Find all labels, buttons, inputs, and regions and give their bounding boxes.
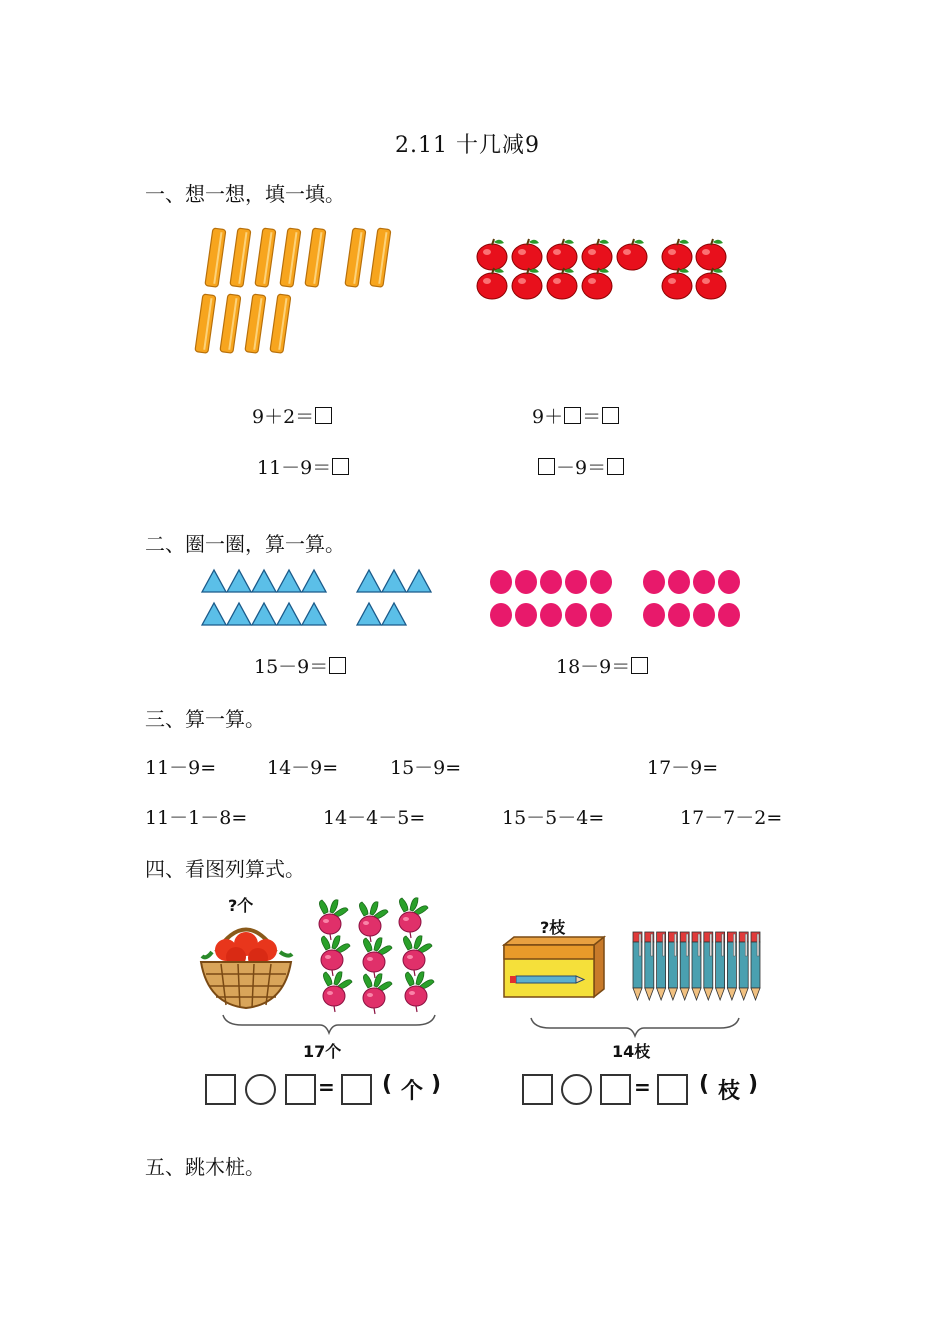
section5-heading: 五、跳木桩。 bbox=[145, 1155, 265, 1179]
stick bbox=[280, 228, 301, 287]
pen bbox=[657, 932, 666, 1000]
pen bbox=[645, 932, 654, 1000]
s3-problem: 14－4－5= bbox=[323, 807, 426, 829]
apple bbox=[696, 268, 726, 299]
s1-left-eq1: 9＋2＝ bbox=[252, 402, 333, 429]
triangle bbox=[227, 570, 251, 592]
answer-box[interactable] bbox=[607, 458, 624, 475]
answer-box[interactable] bbox=[285, 1074, 316, 1105]
pen bbox=[704, 932, 713, 1000]
stick bbox=[305, 228, 326, 287]
radishes-illustration bbox=[312, 902, 442, 1017]
section2-heading: 二、圈一圈，算一算。 bbox=[145, 532, 345, 556]
basket-illustration bbox=[196, 912, 296, 1012]
dot bbox=[643, 603, 665, 627]
radish bbox=[399, 898, 428, 938]
apple bbox=[662, 239, 692, 270]
triangles-illustration bbox=[200, 568, 440, 633]
unit-label: 个 bbox=[401, 1079, 424, 1104]
section3-heading: 三、算一算。 bbox=[145, 707, 265, 731]
left-total-brace bbox=[222, 1013, 437, 1038]
apple bbox=[477, 239, 507, 270]
apple bbox=[547, 239, 577, 270]
dot bbox=[718, 603, 740, 627]
dots-illustration bbox=[488, 567, 748, 632]
dot bbox=[540, 603, 562, 627]
pen bbox=[716, 932, 725, 1000]
page-title: 2.11 十几减9 bbox=[395, 133, 540, 158]
triangle bbox=[357, 570, 381, 592]
dot bbox=[668, 603, 690, 627]
pen bbox=[751, 932, 760, 1000]
stick bbox=[230, 228, 251, 287]
dot bbox=[540, 570, 562, 594]
dot bbox=[515, 603, 537, 627]
apples-illustration bbox=[470, 230, 740, 310]
radish bbox=[323, 972, 352, 1012]
triangle bbox=[302, 603, 326, 625]
answer-box[interactable] bbox=[657, 1074, 688, 1105]
paren-open: ( bbox=[382, 1072, 393, 1097]
s3-problem: 17－7－2= bbox=[680, 807, 783, 829]
answer-box[interactable] bbox=[600, 1074, 631, 1105]
operator-circle[interactable] bbox=[561, 1074, 592, 1105]
s3-problem: 15－5－4= bbox=[502, 807, 605, 829]
s2-right-eq: 18－9＝ bbox=[556, 652, 649, 679]
apple bbox=[582, 239, 612, 270]
dot bbox=[643, 570, 665, 594]
answer-box[interactable] bbox=[205, 1074, 236, 1105]
stick bbox=[370, 228, 391, 287]
question-label: ?枝 bbox=[540, 918, 566, 937]
operator-circle[interactable] bbox=[245, 1074, 276, 1105]
triangle bbox=[357, 603, 381, 625]
pen bbox=[668, 932, 677, 1000]
s3-problem: 17－9= bbox=[647, 757, 719, 779]
radish bbox=[405, 972, 434, 1012]
apple bbox=[617, 239, 647, 270]
triangle bbox=[382, 603, 406, 625]
dot bbox=[693, 603, 715, 627]
apple bbox=[696, 239, 726, 270]
dot bbox=[668, 570, 690, 594]
stick bbox=[245, 294, 266, 353]
answer-box[interactable] bbox=[564, 407, 581, 424]
dot bbox=[490, 570, 512, 594]
s1-right-eq1: 9＋ ＝ bbox=[532, 402, 620, 429]
pens-illustration bbox=[630, 928, 765, 1008]
triangle bbox=[407, 570, 431, 592]
pen bbox=[633, 932, 642, 1000]
pen bbox=[739, 932, 748, 1000]
stick bbox=[270, 294, 291, 353]
stick bbox=[255, 228, 276, 287]
pencil-box-illustration bbox=[500, 935, 610, 1005]
right-total-brace bbox=[530, 1016, 740, 1041]
apple bbox=[547, 268, 577, 299]
answer-box[interactable] bbox=[631, 657, 648, 674]
triangle bbox=[382, 570, 406, 592]
apple bbox=[477, 268, 507, 299]
apple bbox=[512, 268, 542, 299]
apple bbox=[512, 239, 542, 270]
radish bbox=[403, 936, 432, 976]
dot bbox=[565, 603, 587, 627]
total-label: 14枝 bbox=[612, 1042, 651, 1061]
radish bbox=[321, 936, 350, 976]
equals-sign: = bbox=[318, 1075, 335, 1099]
sticks-illustration bbox=[195, 222, 415, 362]
section4-heading: 四、看图列算式。 bbox=[145, 857, 305, 881]
dot bbox=[718, 570, 740, 594]
dot bbox=[490, 603, 512, 627]
radish bbox=[363, 938, 392, 978]
dot bbox=[590, 603, 612, 627]
stick bbox=[345, 228, 366, 287]
question-label: ?个 bbox=[228, 896, 254, 915]
stick bbox=[220, 294, 241, 353]
answer-box[interactable] bbox=[315, 407, 332, 424]
answer-box[interactable] bbox=[602, 407, 619, 424]
answer-box[interactable] bbox=[329, 657, 346, 674]
triangle bbox=[252, 570, 276, 592]
triangle bbox=[277, 570, 301, 592]
answer-box[interactable] bbox=[341, 1074, 372, 1105]
paren-close: ) bbox=[431, 1072, 442, 1097]
triangle bbox=[227, 603, 251, 625]
triangle bbox=[277, 603, 301, 625]
paren-open: ( bbox=[699, 1072, 710, 1097]
stick bbox=[205, 228, 226, 287]
triangle bbox=[202, 603, 226, 625]
triangle bbox=[302, 570, 326, 592]
pen bbox=[680, 932, 689, 1000]
apple bbox=[582, 268, 612, 299]
dot bbox=[590, 570, 612, 594]
triangle bbox=[252, 603, 276, 625]
s3-problem: 15－9= bbox=[390, 757, 462, 779]
dot bbox=[565, 570, 587, 594]
radish bbox=[319, 900, 348, 940]
s3-problem: 11－1－8= bbox=[145, 807, 248, 829]
answer-box[interactable] bbox=[538, 458, 555, 475]
s3-problem: 11－9= bbox=[145, 757, 217, 779]
s3-problem: 14－9= bbox=[267, 757, 339, 779]
pen bbox=[727, 932, 736, 1000]
dot bbox=[693, 570, 715, 594]
answer-box[interactable] bbox=[332, 458, 349, 475]
total-label: 17个 bbox=[303, 1042, 342, 1061]
radish bbox=[359, 902, 388, 942]
dot bbox=[515, 570, 537, 594]
paren-close: ) bbox=[748, 1072, 759, 1097]
radish bbox=[363, 974, 392, 1014]
s1-left-eq2: 11－9＝ bbox=[257, 453, 350, 480]
pen bbox=[692, 932, 701, 1000]
triangle bbox=[202, 570, 226, 592]
stick bbox=[195, 294, 216, 353]
apple bbox=[662, 268, 692, 299]
answer-box[interactable] bbox=[522, 1074, 553, 1105]
s1-right-eq2: －9＝ bbox=[537, 453, 625, 480]
unit-label: 枝 bbox=[718, 1079, 741, 1104]
equals-sign: = bbox=[634, 1075, 651, 1099]
section1-heading: 一、想一想，填一填。 bbox=[145, 182, 345, 206]
s2-left-eq: 15－9＝ bbox=[254, 652, 347, 679]
